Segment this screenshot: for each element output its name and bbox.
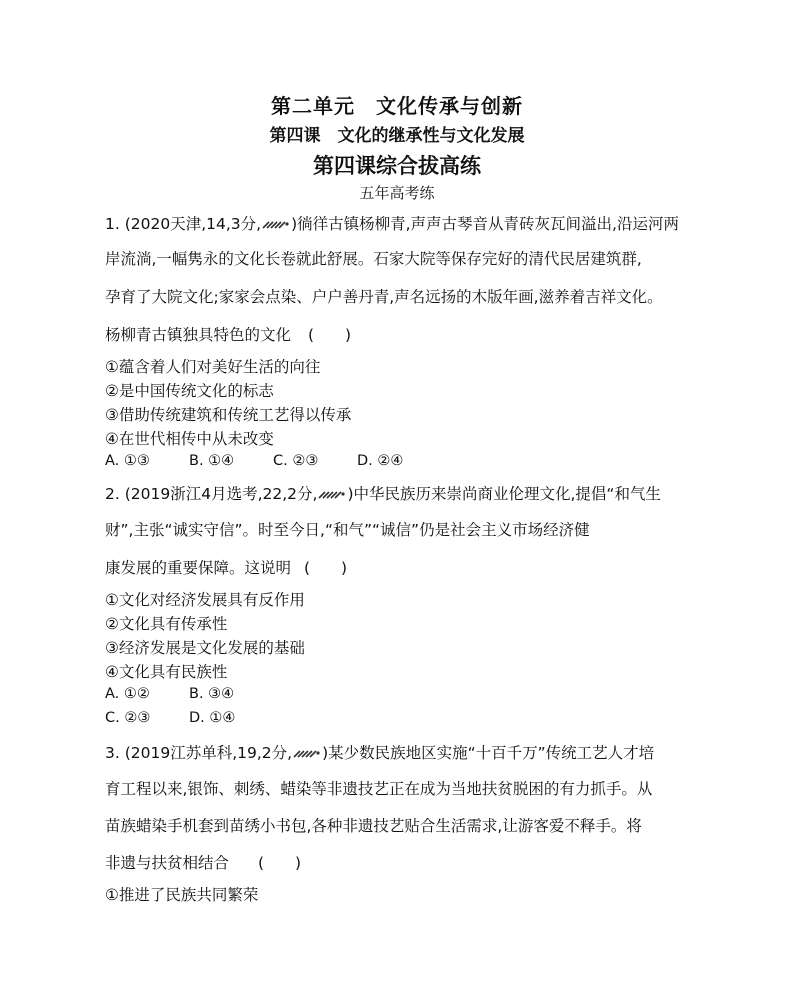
q1-item-2: ②是中国传统文化的标志 [105,382,274,400]
q1-item-4: ④在世代相传中从未改变 [105,430,274,448]
difficulty-stars-icon [261,219,291,231]
q1-stem-1: )徜徉古镇杨柳青,声声古琴音从青砖灰瓦间溢出,沿运河两 [291,215,679,233]
q2-choice-a: A. ①② [105,686,150,702]
q2-stem-3: 康发展的重要保障。这说明 [105,559,292,577]
q2-item-2: ②文化具有传承性 [105,615,228,633]
q3-item-1: ①推进了民族共同繁荣 [105,886,259,904]
q3-line-1 [105,741,654,763]
q1-source: 2020天津,14,3分, [130,215,262,233]
q2-item-4: ④文化具有民族性 [105,663,228,681]
q1-item-3: ③借助传统建筑和传统工艺得以传承 [105,406,352,424]
section-title: 五年高考练 [359,184,435,202]
q2-choice-d: D. ①④ [189,710,236,726]
q1-number: 1. ( [105,215,131,233]
q2-line-1 [105,482,661,504]
q3-number: 3. ( [105,744,131,762]
q3-stem-4: 非遗与扶贫相结合 [105,854,230,872]
q1-choice-a: A. ①③ [105,453,150,469]
q1-choice-d: D. ②④ [357,453,404,469]
q2-stem-1: )中华民族历来崇尚商业伦理文化,提倡“和气生 [347,485,661,503]
unit-title: 第二单元 文化传承与创新 [271,94,523,118]
q1-stem-3: 孕育了大院文化;家家会点染、户户善丹青,声名远扬的木版年画,滋养着吉祥文化。 [105,288,663,306]
q2-choice-c: C. ②③ [105,710,151,726]
q1-line-4 [105,323,351,345]
difficulty-stars-icon [317,489,347,501]
q1-stem-2: 岸流淌,一幅隽永的文化长卷就此舒展。石家大院等保存完好的清代民居建筑群, [105,250,642,268]
q3-stem-3: 苗族蜡染手机套到苗绣小书包,各种非遗技艺贴合生活需求,让游客爱不释手。将 [105,817,642,835]
q1-answer-bracket: ( ) [307,326,352,344]
q1-item-1: ①蕴含着人们对美好生活的向往 [105,358,321,376]
lesson-title: 第四课 文化的继承性与文化发展 [269,126,525,146]
q2-stem-2: 财”,主张“诚实守信”。时至今日,“和气”“诚信”仍是社会主义市场经济健 [105,521,590,539]
q3-stem-1: )某少数民族地区实施“十百千万”传统工艺人才培 [322,744,655,762]
q3-line-4 [105,851,301,873]
q1-choice-b: B. ①④ [189,453,235,469]
q2-answer-bracket: ( ) [303,559,348,577]
q1-stem-4: 杨柳青古镇独具特色的文化 [105,326,292,344]
q3-answer-bracket: ( ) [257,854,302,872]
q2-line-3 [105,556,347,578]
q1-line-1 [105,212,679,234]
q3-source: 2019江苏单科,19,2分, [130,744,293,762]
q2-item-1: ①文化对经济发展具有反作用 [105,591,305,609]
difficulty-stars-icon [292,748,322,760]
q2-number: 2. ( [105,485,131,503]
q3-stem-2: 育工程以来,银饰、刺绣、蜡染等非遗技艺正在成为当地扶贫脱困的有力抓手。从 [105,780,653,798]
q2-choice-b: B. ③④ [189,686,235,702]
exercise-title: 第四课综合拔高练 [313,154,481,178]
q2-source: 2019浙江4月选考,22,2分, [130,485,318,503]
q2-item-3: ③经济发展是文化发展的基础 [105,639,305,657]
q1-choice-c: C. ②③ [273,453,319,469]
